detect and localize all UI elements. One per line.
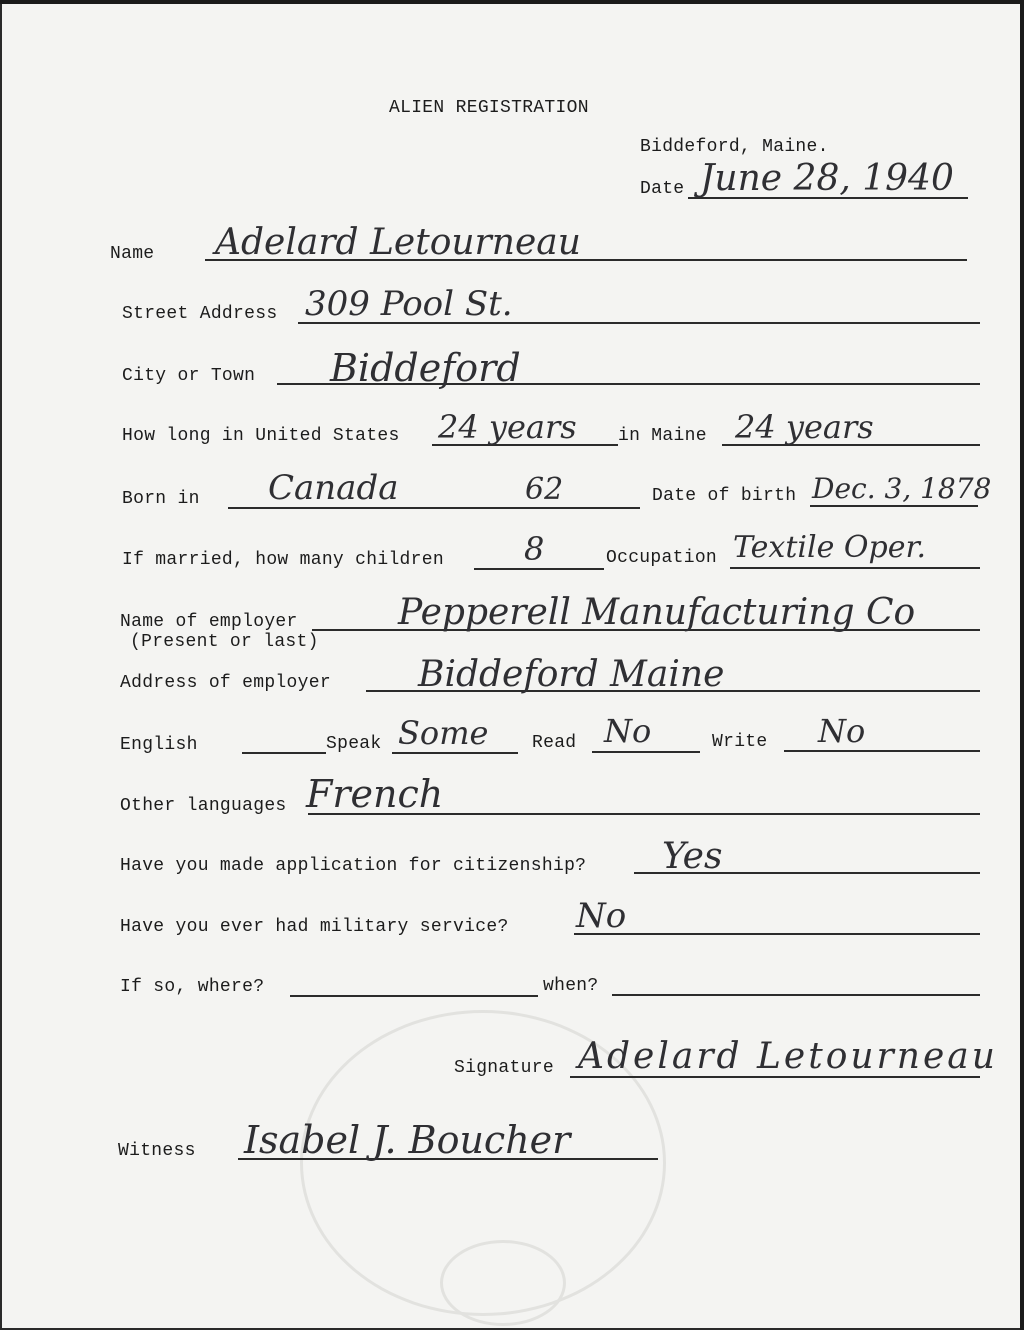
read-value: No [604,712,652,750]
ghost-stamp-inner [440,1240,566,1326]
children-label: If married, how many children [122,550,444,570]
signature-label: Signature [454,1058,554,1078]
other-languages-value: French [306,772,444,816]
signature-value: Adelard Letourneau [578,1036,998,1077]
employer-address-value: Biddeford Maine [418,654,725,695]
occupation-label: Occupation [606,548,718,568]
witness-value: Isabel J. Boucher [244,1118,571,1162]
date-value: June 28, 1940 [700,158,954,199]
born-in-value: Canada [268,468,399,508]
military-label: Have you ever had military service? [120,917,509,937]
street-value: 309 Pool St. [305,284,513,324]
scan-edge-right [1020,0,1024,1330]
english-line [242,752,326,754]
how-long-label: How long in United States [122,426,400,446]
form-title: ALIEN REGISTRATION [389,98,589,118]
dob-line [810,505,978,507]
speak-label: Speak [326,734,382,754]
city-value: Biddeford [330,346,521,390]
employer-address-label: Address of employer [120,673,331,693]
employer-label: Name of employer [120,612,298,632]
occupation-value: Textile Oper. [733,530,927,565]
other-languages-label: Other languages [120,796,287,816]
witness-label: Witness [118,1141,196,1161]
years-maine-value: 24 years [735,408,874,446]
where-line [290,995,538,997]
english-label: English [120,735,198,755]
military-value: No [576,896,627,936]
born-in-label: Born in [122,489,200,509]
age-value: 62 [525,472,564,507]
military-line [574,933,980,935]
date-label: Date [640,179,685,199]
when-line [612,994,980,996]
speak-value: Some [398,714,489,752]
write-line [784,750,980,752]
form-location: Biddeford, Maine. [640,137,829,157]
employer-value: Pepperell Manufacturing Co [398,592,916,633]
read-label: Read [532,733,577,753]
write-value: No [818,712,866,750]
street-label: Street Address [122,304,278,324]
citizenship-value: Yes [662,836,723,877]
children-value: 8 [524,530,545,568]
name-label: Name [110,244,155,264]
when-label: when? [543,976,599,996]
write-label: Write [712,732,768,752]
years-us-value: 24 years [438,408,577,446]
dob-label: Date of birth [652,486,797,506]
children-line [474,568,604,570]
in-maine-label: in Maine [618,426,707,446]
dob-value: Dec. 3, 1878 [812,472,992,505]
employer-note: (Present or last) [130,632,319,652]
name-value: Adelard Letourneau [215,222,581,263]
read-line [592,751,700,753]
occupation-line [730,567,980,569]
city-label: City or Town [122,366,256,386]
scan-edge-top [0,0,1024,4]
where-label: If so, where? [120,977,265,997]
citizenship-label: Have you made application for citizenship? [120,856,587,876]
speak-line [392,752,518,754]
